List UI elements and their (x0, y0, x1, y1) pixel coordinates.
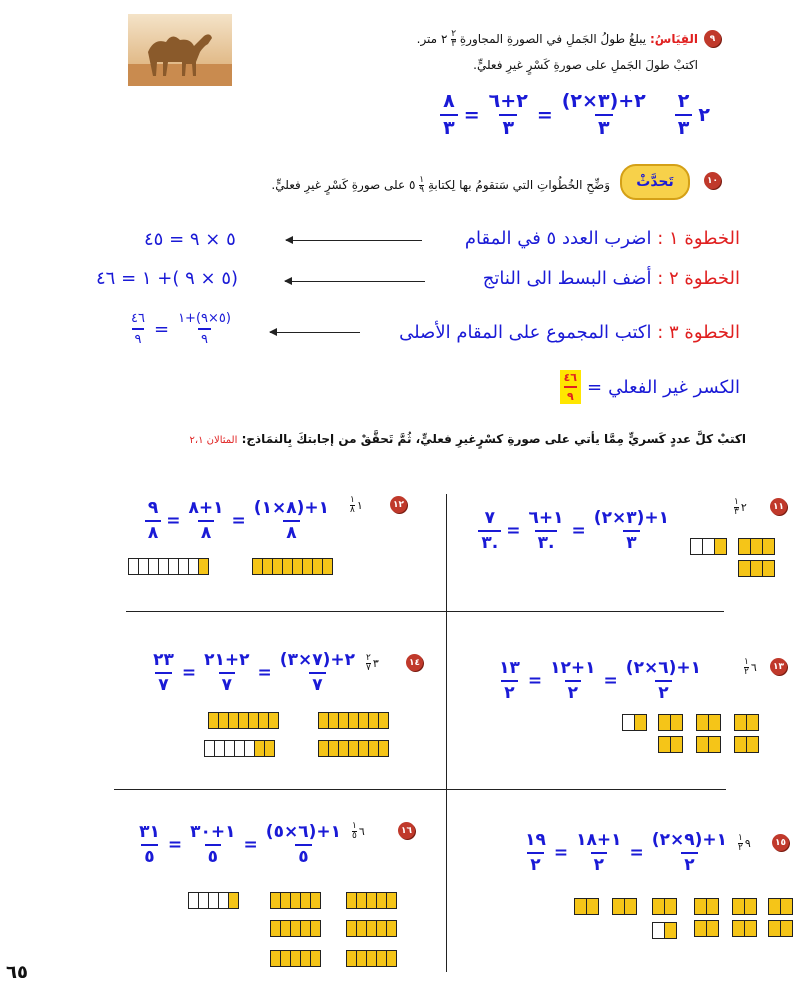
ex13-model-1 (734, 714, 759, 731)
ex11-solution: $\frac{١+(٣\times ٢)}{٣}$ = $\frac{١+٦}{.٣}$ = $\frac{٧}{.٣}$ (478, 510, 672, 552)
ex11-model-whole-1 (738, 538, 775, 555)
ex13-model-5 (658, 714, 683, 731)
question-number-9: ٩ (704, 30, 721, 47)
ex13-model-part (622, 714, 647, 731)
talk-bubble: تَحدَّثْ (620, 164, 690, 200)
ex12-solution: $\frac{١+(٨\times ١)}{٨}$ = $\frac{١+٨}{٨}$ = $\frac{٩}{٨}$ (145, 500, 332, 542)
ex15-model-8 (612, 898, 637, 915)
ex15-model-part (652, 922, 677, 939)
ex15-model-7 (652, 898, 677, 915)
q9-inline-whole: ٢ (440, 32, 448, 46)
q9-step3: $\frac{٨}{٣}$ (440, 92, 458, 138)
step-2-arrow (285, 281, 425, 282)
ex15-model-3 (732, 898, 757, 915)
ex15-model-4 (732, 920, 757, 937)
ex14-mixed: ٣ ٢ ٧ (366, 653, 379, 673)
ex13-model-6 (658, 736, 683, 753)
ex13-mixed: ٦ ١ ٢ (744, 657, 757, 677)
result-fraction: $\frac{٤٦}{٩}$ (560, 370, 581, 404)
exercise-number-15: ١٥ (772, 834, 789, 851)
ex15-model-1 (768, 898, 793, 915)
exercise-number-14: ١٤ (406, 654, 423, 671)
q9-sol-mixed-frac: $\frac{٢}{٣}$ (675, 92, 693, 138)
ex13-model-4 (696, 736, 721, 753)
page-number: ٦٥ (6, 962, 28, 983)
ex15-solution: $\frac{١+(٩\times ٢)}{٢}$ = $\frac{١+١٨}{٢}$ = $\frac{١٩}{٢}$ (525, 830, 727, 875)
step-3-arrow (270, 332, 360, 333)
ex16-solution: $\frac{١+(٦\times ٥)}{٥}$ = $\frac{١+٣٠}{٥}$ = $\frac{٣١}{٥}$ (139, 822, 341, 867)
step-3-math: $\frac{(٥\times ٩)+١}{٩}$ = $\frac{٤٦}{٩}$ (128, 312, 234, 346)
q9-inline-fraction: ٢ ٣ (451, 29, 457, 49)
ex16-model-1 (270, 892, 321, 909)
q9-solution: ٢ $\frac{٢}{٣}$ $\frac{٢+(٣\times ٢)}{٣}$ = $\frac{٢+٦}{٣}$ = $\frac{٨}{٣}$ (440, 92, 710, 138)
q9-label: القِيَاسُ: (649, 32, 698, 46)
q9-step2: $\frac{٢+٦}{٣}$ (488, 90, 528, 139)
ex16-model-5 (270, 950, 321, 967)
q9-text1: يبلغُ طولُ الجَملِ في الصورةِ المجاورةِ (459, 32, 647, 46)
grid-divider-2 (114, 789, 726, 790)
step-2: الخطوة ٢ : أضف البسط الى الناتج (482, 268, 740, 289)
exercises-instruction: اكتبْ كلَّ عددٍ كَسريٍّ مِمَّا يأتي على صورةِ كسْرٍغيرِ فعليٍّ، ثُمَّ تَحقَّقْ من إجابتكَ بِالنمَاذج: المثالان ٢،١ (189, 432, 746, 446)
ex11-mixed: ٢ ١ ٣ (734, 497, 747, 517)
ex12-mixed: ١ ١ ٨ (350, 495, 363, 515)
exercise-number-16: ١٦ (398, 822, 415, 839)
ex11-model-part (690, 538, 727, 555)
ex12-model-part (128, 558, 209, 575)
step-3-frac-a: $\frac{(٥\times ٩)+١}{٩}$ (178, 311, 231, 347)
camel-photo (128, 14, 232, 86)
q9-line1 (417, 30, 698, 49)
ex15-mixed: ٩ ١ ٢ (738, 833, 751, 853)
ex13-solution: $\frac{١+(٦\times ٢)}{٢}$ = $\frac{١+١٢}{٢}$ = $\frac{١٣}{٢}$ (499, 658, 701, 703)
improper-result: الكسر غير الفعلي = $\frac{٤٦}{٩}$ (560, 370, 740, 404)
q9-text1-end: متر. (416, 32, 438, 46)
ex16-model-part (188, 892, 239, 909)
ex14-model-1 (208, 712, 279, 729)
ex11-model-whole-2 (738, 560, 775, 577)
grid-divider-1 (126, 611, 724, 612)
q10-inline-fraction: ١ ٩ (419, 175, 425, 195)
ex15-model-9 (574, 898, 599, 915)
ex13-model-2 (734, 736, 759, 753)
ex12-model-whole (252, 558, 333, 575)
ex16-model-2 (346, 892, 397, 909)
step-3-frac-b: $\frac{٤٦}{٩}$ (131, 311, 145, 347)
exercise-number-13: ١٣ (770, 658, 787, 675)
q9-sol-whole: ٢ (698, 104, 710, 126)
step-1-math: ٥ × ٩ = ٤٥ (144, 229, 236, 250)
ex15-model-6 (694, 920, 719, 937)
q9-step1: $\frac{٢+(٣\times ٢)}{٣}$ (561, 90, 646, 139)
exercise-number-11: ١١ (770, 498, 787, 515)
ex14-model-2 (318, 712, 389, 729)
step-1-arrow (286, 240, 422, 241)
ex15-model-5 (694, 898, 719, 915)
exercise-number-12: ١٢ (390, 496, 407, 513)
ex14-solution: $\frac{٢+(٧\times ٣)}{٧}$ = $\frac{٢+٢١}{٧}$ = $\frac{٢٣}{٧}$ (153, 650, 355, 695)
grid-vertical-divider (446, 494, 447, 972)
q10-text: وَضِّحِ الخُطُواتِ التي سَتقومُ بها لِكتابةِ ١ ٩ ٥ على صورةِ كَسْرٍ غيرِ فعليٍّ. (271, 175, 610, 195)
step-3: الخطوة ٣ : اكتب المجموع على المقام الأصلى (399, 322, 740, 343)
ex15-model-2 (768, 920, 793, 937)
ex16-model-6 (346, 950, 397, 967)
ex14-model-3 (318, 740, 389, 757)
step-2-math: (٥ × ٩ )+ ١ = ٤٦ (96, 268, 239, 289)
ex16-model-4 (346, 920, 397, 937)
step-1: الخطوة ١ : اضرب العدد ٥ في المقام (464, 228, 740, 249)
ex16-mixed: ٦ ١ ٥ (352, 821, 365, 841)
ex16-model-3 (270, 920, 321, 937)
ex13-model-3 (696, 714, 721, 731)
q9-text2: اكتبْ طولَ الجَملِ على صورةِ كَسْرٍ غيرِ فعليٍّ. (473, 58, 698, 72)
question-number-10: ١٠ (704, 172, 721, 189)
ex14-model-part (204, 740, 275, 757)
